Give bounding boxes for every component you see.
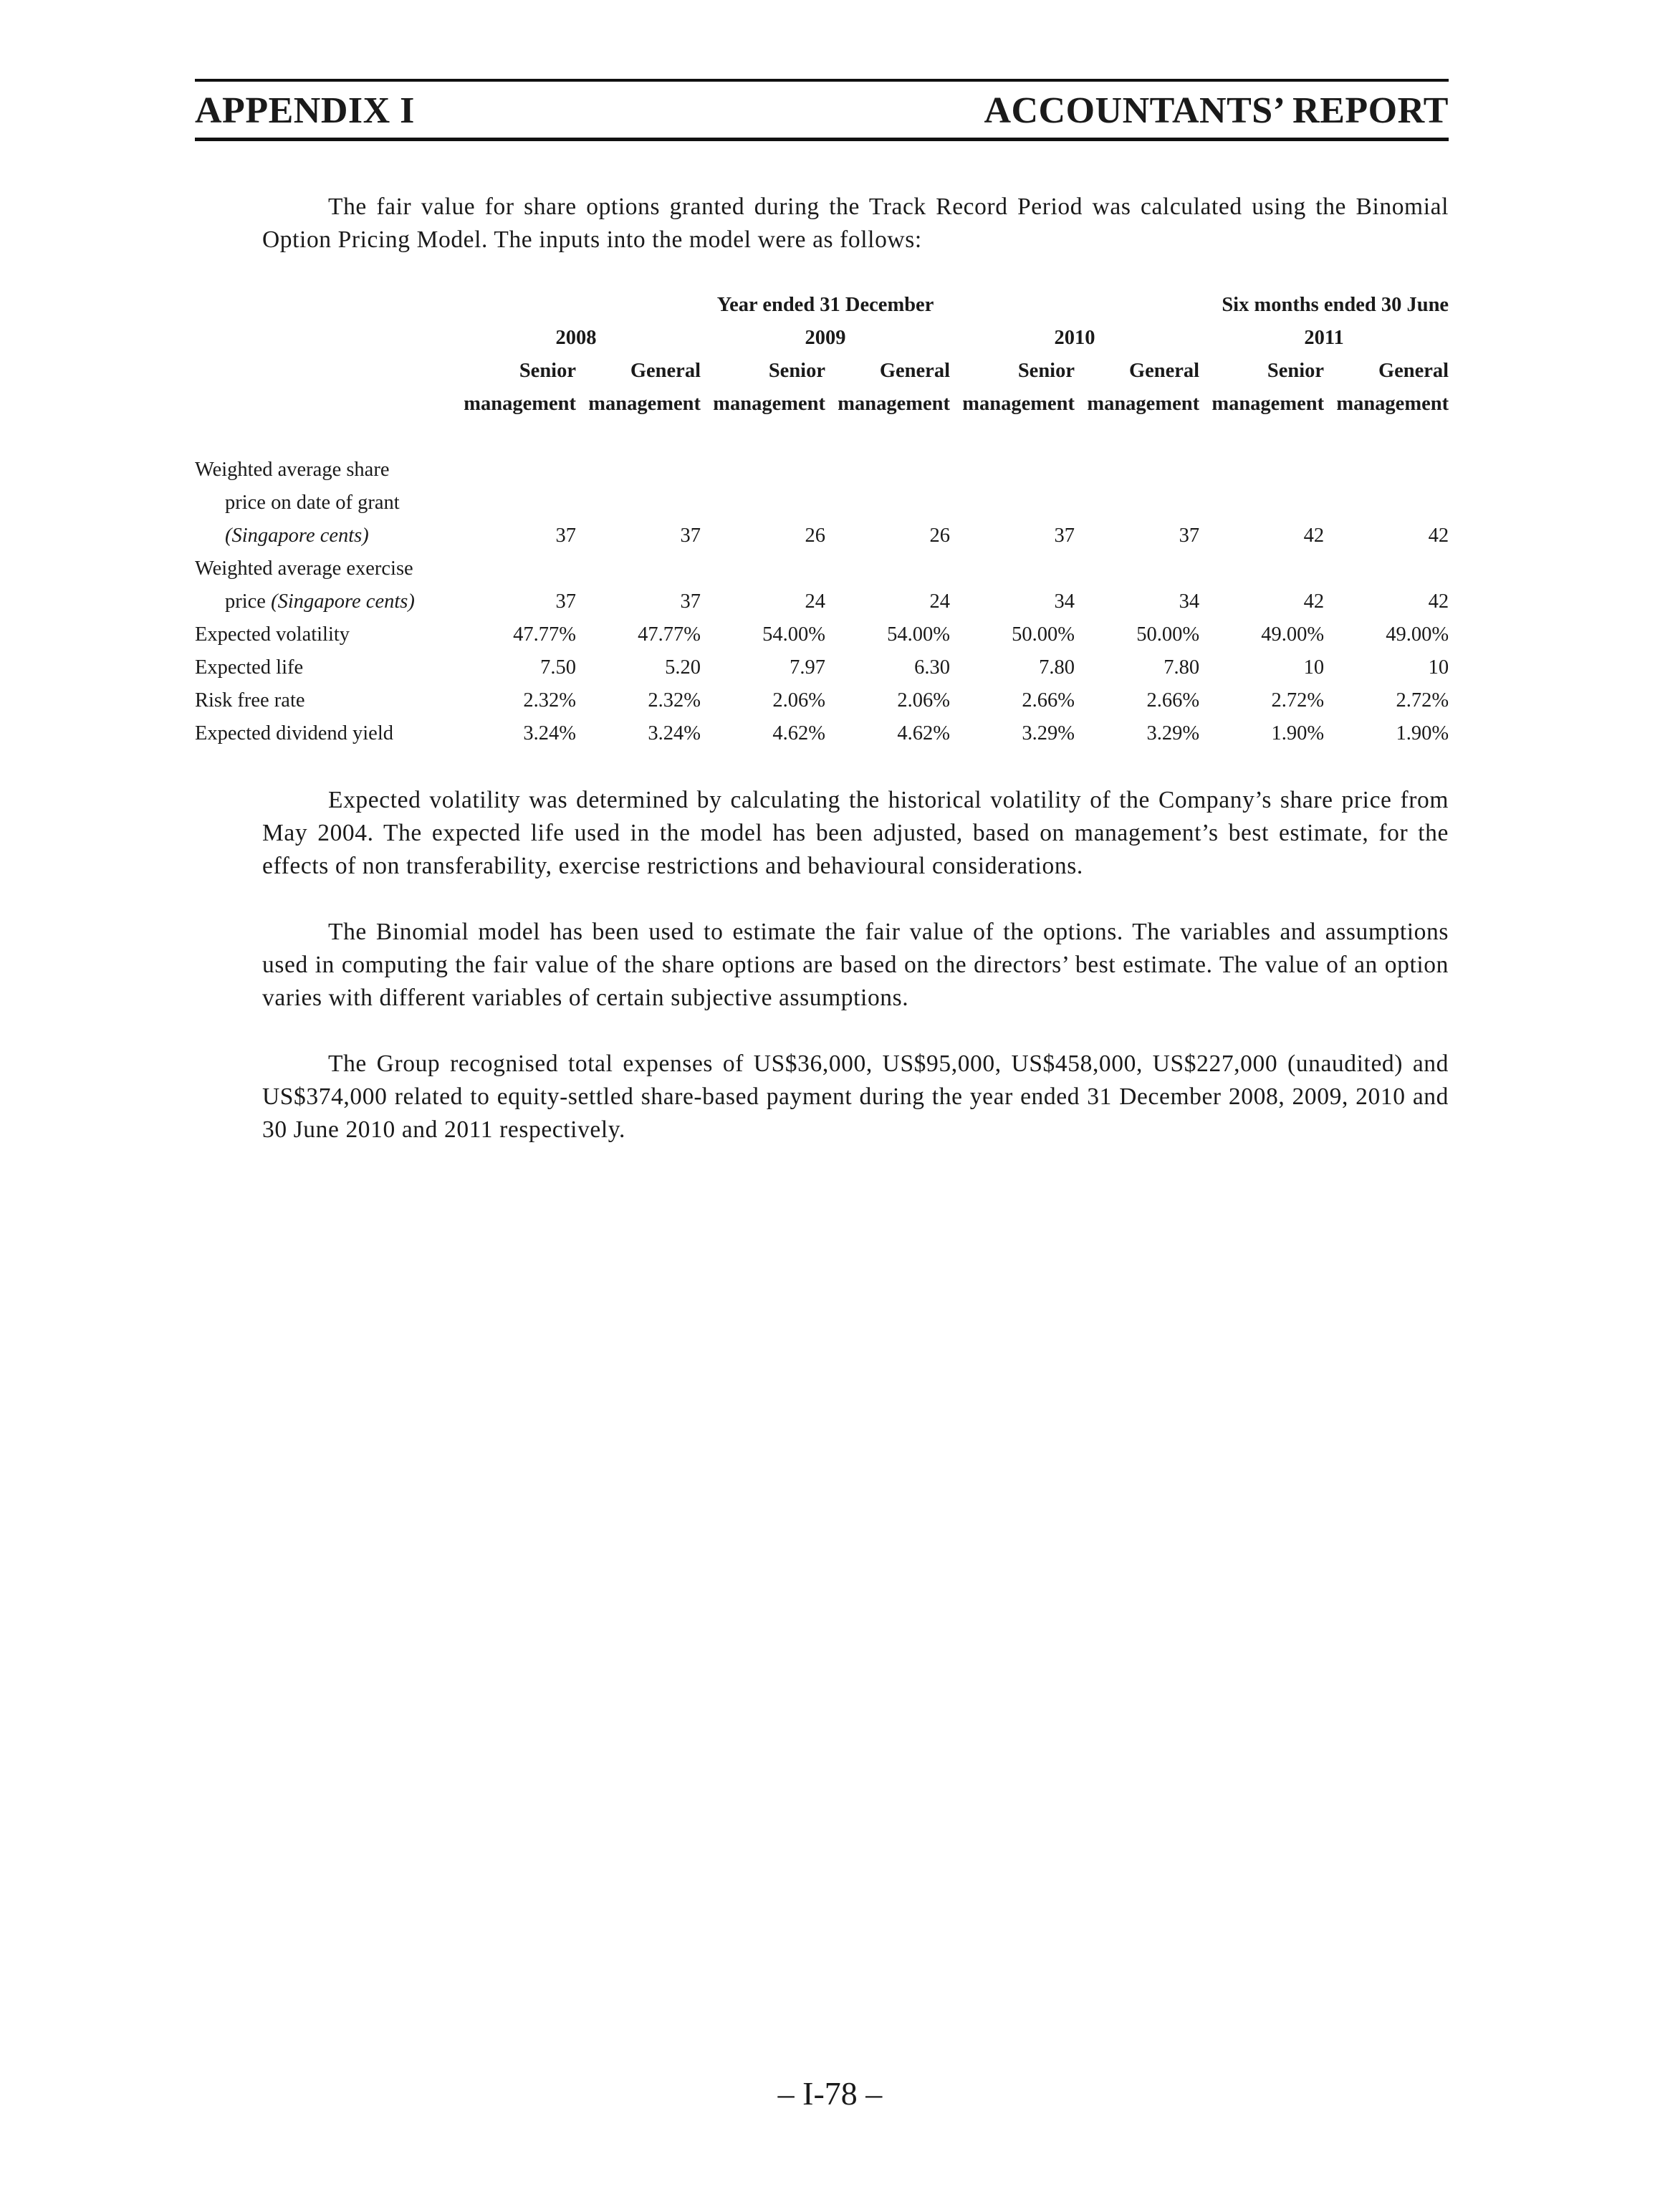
column-header: management	[962, 393, 1075, 415]
table-cell: 3.29%	[1146, 722, 1200, 744]
table-header-sub2-row	[195, 388, 1449, 421]
table-cell: 26	[929, 525, 950, 547]
table-cell: 10	[1428, 656, 1449, 679]
column-header: management	[588, 393, 701, 415]
table-cell: 42	[1428, 525, 1449, 547]
table-cell: 54.00%	[887, 623, 950, 646]
table-cell: 4.62%	[772, 722, 825, 744]
table-cell: 37	[555, 590, 576, 613]
intro-text: The fair value for share options granted during the Track Record Period was calculated using the Binomial Option Pricing Model. The inputs into the model were as follows:	[262, 193, 1449, 253]
year-header-2010: 2010	[1054, 327, 1095, 349]
row-label: Weighted average exercise	[195, 557, 413, 580]
table-cell: 2.32%	[648, 689, 701, 712]
row-label: Weighted average share	[195, 459, 390, 481]
table-cell: 49.00%	[1386, 623, 1449, 646]
header-top-rule	[195, 79, 1449, 82]
binomial-paragraph	[262, 916, 1449, 1015]
table-cell: 6.30	[914, 656, 950, 679]
table-row	[195, 684, 1449, 717]
table-row	[195, 454, 1449, 487]
table-header-group-row	[195, 289, 1449, 322]
binomial-text: The Binomial model has been used to estimate the fair value of the options. The variables and assumptions used in computing the fair value of the share options are based on the directors’ best estimate. The value of an option varies with different variables of certain subjective assumptions.	[262, 919, 1449, 1011]
column-header: management	[464, 393, 576, 415]
table-cell: 37	[1054, 525, 1075, 547]
column-header: Senior	[1267, 360, 1325, 382]
table-cell: 42	[1303, 525, 1325, 547]
row-label: Risk free rate	[195, 689, 305, 712]
row-label: Expected dividend yield	[195, 722, 393, 744]
column-header: management	[1336, 393, 1449, 415]
table-row	[195, 552, 1449, 585]
column-header: General	[630, 360, 701, 382]
row-label: Expected life	[195, 656, 304, 679]
column-header: General	[879, 360, 950, 382]
table-cell: 37	[680, 590, 701, 613]
volatility-text: Expected volatility was determined by calculating the historical volatility of the Company’s share price from May 2004. The expected life used in the model has been adjusted, based on management’s best estimate, for the effects of non transferability, exercise restrictions and behavioural considerations.	[262, 787, 1449, 879]
table-cell: 50.00%	[1012, 623, 1075, 646]
table-row	[195, 585, 1449, 618]
table-row	[195, 651, 1449, 684]
table-cell: 24	[929, 590, 950, 613]
table-header-sub1-row	[195, 355, 1449, 388]
column-header: management	[1087, 393, 1200, 415]
row-label: price	[225, 590, 266, 613]
report-heading: ACCOUNTANTS’ REPORT	[984, 90, 1449, 131]
column-header: Senior	[519, 360, 576, 382]
table-cell: 3.29%	[1022, 722, 1075, 744]
table-cell: 34	[1179, 590, 1200, 613]
expenses-paragraph	[262, 1048, 1449, 1146]
column-header: Senior	[768, 360, 825, 382]
year-header-2008: 2008	[555, 327, 597, 349]
header-bottom-rule	[195, 138, 1449, 141]
row-label-unit: (Singapore cents)	[225, 525, 369, 547]
table-cell: 42	[1428, 590, 1449, 613]
column-header: General	[1128, 360, 1200, 382]
table-spacer-row	[195, 421, 1449, 454]
row-label: Expected volatility	[195, 623, 350, 646]
intro-paragraph	[262, 191, 1449, 257]
table-cell: 5.20	[665, 656, 701, 679]
table-cell: 3.24%	[523, 722, 576, 744]
row-label: price on date of grant	[225, 492, 400, 514]
appendix-heading: APPENDIX I	[195, 90, 415, 131]
year-header-2011: 2011	[1304, 327, 1344, 349]
table-cell: 47.77%	[513, 623, 576, 646]
table-cell: 7.80	[1164, 656, 1200, 679]
column-header: Senior	[1017, 360, 1075, 382]
row-label-unit: (Singapore cents)	[271, 590, 415, 613]
expenses-text: The Group recognised total expenses of US$36,000, US$95,000, US$458,000, US$227,000 (unaudited) and US$374,000 related to equity-settled share-based payment during the year ended 31 December 2008, 2009, 2010 and 30 June 2010 and 2011 respectively.	[262, 1050, 1449, 1143]
table-cell: 2.66%	[1022, 689, 1075, 712]
table-cell: 2.06%	[772, 689, 825, 712]
column-header: management	[838, 393, 950, 415]
table-cell: 54.00%	[762, 623, 825, 646]
group-year-header: Year ended 31 December	[716, 294, 934, 316]
table-cell: 49.00%	[1261, 623, 1325, 646]
volatility-paragraph	[262, 784, 1449, 883]
table-cell: 2.66%	[1146, 689, 1200, 712]
table-cell: 2.72%	[1271, 689, 1325, 712]
page-number: – I-78 –	[777, 2075, 883, 2112]
table-row	[195, 618, 1449, 651]
table-row	[195, 520, 1449, 552]
column-header: management	[713, 393, 825, 415]
table-row	[195, 717, 1449, 750]
option-inputs-table	[195, 289, 1449, 750]
table-cell: 1.90%	[1271, 722, 1325, 744]
group-six-months-header: Six months ended 30 June	[1222, 294, 1449, 316]
column-header: General	[1378, 360, 1449, 382]
table-header-year-row	[195, 322, 1449, 355]
table-cell: 4.62%	[897, 722, 950, 744]
table-cell: 37	[680, 525, 701, 547]
table-cell: 47.77%	[638, 623, 701, 646]
table-cell: 24	[805, 590, 825, 613]
table-row	[195, 487, 1449, 520]
table-cell: 42	[1303, 590, 1325, 613]
column-header: management	[1212, 393, 1325, 415]
row-label-with-unit	[195, 585, 451, 618]
table-cell: 3.24%	[648, 722, 701, 744]
table-cell: 2.32%	[523, 689, 576, 712]
table-cell: 7.50	[540, 656, 576, 679]
table-cell: 37	[555, 525, 576, 547]
table-cell: 2.06%	[897, 689, 950, 712]
table-cell: 50.00%	[1136, 623, 1200, 646]
year-header-2009: 2009	[805, 327, 846, 349]
table-cell: 1.90%	[1396, 722, 1449, 744]
table-cell: 7.80	[1039, 656, 1075, 679]
table-cell: 2.72%	[1396, 689, 1449, 712]
table-cell: 34	[1054, 590, 1075, 613]
table-cell: 7.97	[790, 656, 825, 679]
table-cell: 10	[1303, 656, 1325, 679]
table-cell: 37	[1179, 525, 1200, 547]
table-cell: 26	[805, 525, 825, 547]
